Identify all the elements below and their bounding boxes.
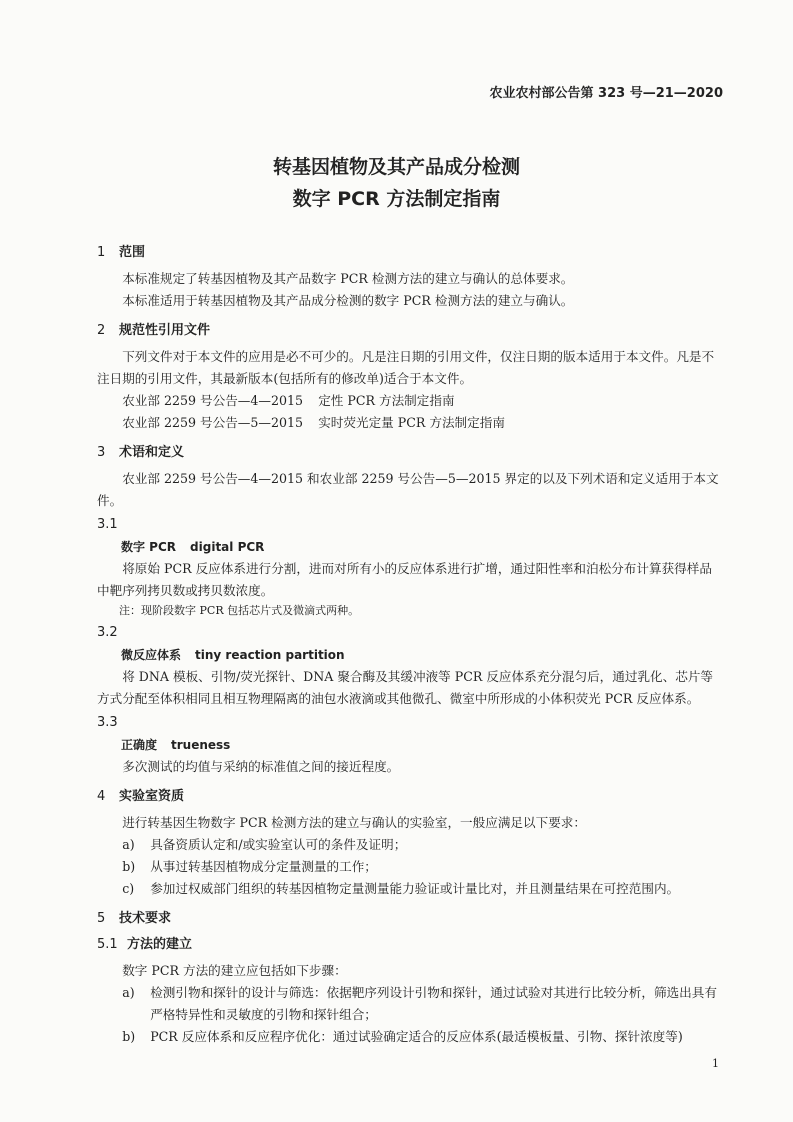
term-number: 3.3 [97, 715, 118, 730]
document-code: 农业农村部公告第 323 号—21—2020 [489, 86, 723, 101]
list-item: b) PCR 反应体系和反应程序优化：通过试验确定适合的反应体系(最适模板量、引物、探针浓度等) [122, 1029, 683, 1044]
term-title: 微反应体系 tiny reaction partition [121, 648, 345, 662]
section-5-1-para-1: 数字 PCR 方法的建立应包括如下步骤： [122, 963, 347, 978]
list-item: c) 参加过权威部门组织的转基因植物定量测量能力验证或计量比对，并且测量结果在可控范围内。 [122, 881, 680, 896]
section-1-heading: 1 范围 [97, 245, 146, 260]
section-2-heading: 2 规范性引用文件 [97, 323, 211, 338]
term-number: 3.2 [97, 625, 118, 640]
list-item: a) 具备资质认定和/或实验室认可的条件及证明； [122, 837, 407, 852]
section-5-1-heading: 5.1 方法的建立 [97, 937, 193, 952]
list-item: a) 检测引物和探针的设计与筛选：依据靶序列设计引物和探针，通过试验对其进行比较分析，筛选出具有严格特异性和灵敏度的引物和探针组合； [122, 985, 717, 1022]
section-2-para-1: 下列文件对于本文件的应用是必不可少的。凡是注日期的引用文件，仅注日期的版本适用于本文件。凡是不注日期的引用文件，其最新版本(包括所有的修改单)适合于本文件。 [97, 349, 715, 386]
term-note: 注：现阶段数字 PCR 包括芯片式及微滴式两种。 [119, 604, 360, 617]
section-3-heading: 3 术语和定义 [97, 445, 185, 460]
term-title: 数字 PCR digital PCR [121, 540, 265, 554]
section-5-heading: 5 技术要求 [97, 911, 172, 926]
list-item: b) 从事过转基因植物成分定量测量的工作； [122, 859, 377, 874]
reference-item: 农业部 2259 号公告—5—2015 实时荧光定量 PCR 方法制定指南 [122, 415, 505, 430]
section-4-heading: 4 实验室资质 [97, 789, 185, 804]
reference-item: 农业部 2259 号公告—4—2015 定性 PCR 方法制定指南 [122, 393, 455, 408]
section-1-para-2: 本标准适用于转基因植物及其产品成分检测的数字 PCR 检测方法的建立与确认。 [122, 293, 574, 308]
title-line-2: 数字 PCR 方法制定指南 [292, 188, 501, 210]
section-1-para-1: 本标准规定了转基因植物及其产品数字 PCR 检测方法的建立与确认的总体要求。 [122, 271, 574, 286]
term-title: 正确度 trueness [121, 738, 231, 752]
term-definition: 将 DNA 模板、引物/荧光探针、DNA 聚合酶及其缓冲液等 PCR 反应体系充分混匀后，通过乳化、芯片等方式分配至体积相同且相互物理隔离的油包水液滴或其他微孔、微室中所形成的小体积荧光 PCR 反应体系。 [97, 669, 714, 706]
section-4-para-1: 进行转基因生物数字 PCR 检测方法的建立与确认的实验室，一般应满足以下要求： [122, 815, 586, 830]
term-definition: 将原始 PCR 反应体系进行分割，进而对所有小的反应体系进行扩增，通过阳性率和泊松分布计算获得样品中靶序列拷贝数或拷贝数浓度。 [97, 561, 712, 598]
section-3-para-1: 农业部 2259 号公告—4—2015 和农业部 2259 号公告—5—2015 界定的以及下列术语和定义适用于本文件。 [97, 471, 719, 508]
page-number: 1 [712, 1057, 719, 1070]
title-line-1: 转基因植物及其产品成分检测 [272, 156, 520, 178]
document-body [97, 234, 722, 1048]
term-number: 3.1 [97, 517, 118, 532]
term-definition: 多次测试的均值与采纳的标准值之间的接近程度。 [122, 759, 400, 774]
